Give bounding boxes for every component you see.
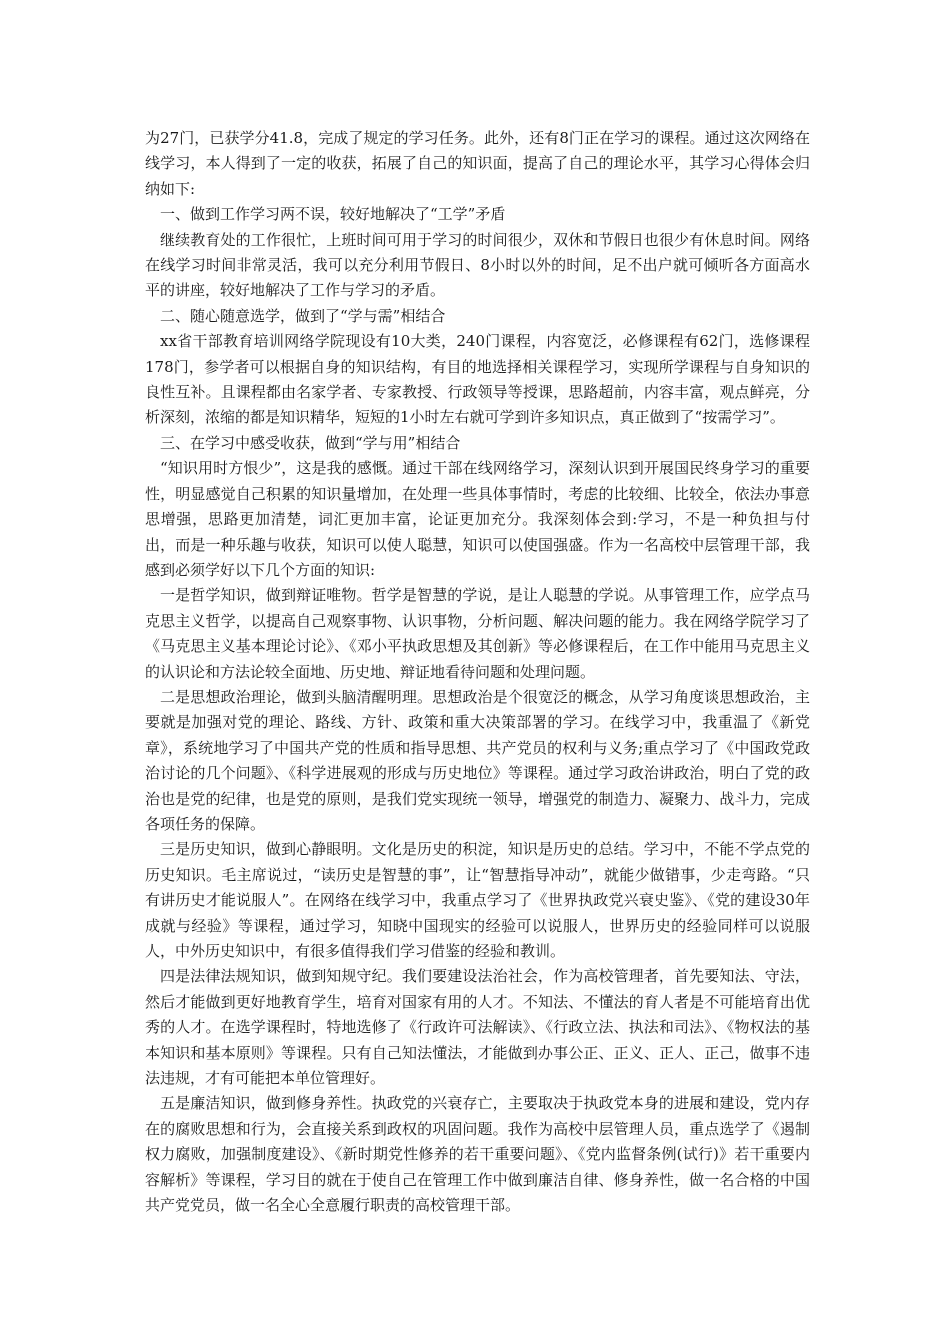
paragraph-work-study-balance: 继续教育处的工作很忙，上班时间可用于学习的时间很少，双休和节假日也很少有休息时间。网络在线学习时间非常灵活，我可以充分利用节假日、8小时以外的时间，足不出户就可倾听各方面高水平的讲座，较好地解决了工作与学习的矛盾。 [145, 230, 810, 300]
section-heading-2: 二、随心随意选学，做到了“学与需”相结合 [160, 306, 446, 325]
paragraph-learning-gains: “知识用时方恨少”，这是我的感慨。通过干部在线网络学习，深刻认识到开展国民终身学习的重要性，明显感觉自己积累的知识量增加，在处理一些具体事情时，考虑的比较细、比较全，依法办事意思增强，思路更加清楚，词汇更加丰富，论证更加充分。我深刻体会到:学习，不是一种负担与付出，而是一种乐趣与收获，知识可以使人聪慧，知识可以使国强盛。作为一名高校中层管理干部，我感到必须学好以下几个方面的知识: [145, 459, 810, 579]
paragraph-intro-continuation: 为27门，已获学分41.8，完成了规定的学习任务。此外，还有8门正在学习的课程。通过这次网络在线学习，本人得到了一定的收获，拓展了自己的知识面，提高了自己的理论水平，其学习心得体会归纳如下: [145, 129, 810, 198]
paragraph-philosophy: 一是哲学知识，做到辩证唯物。哲学是智慧的学说，是让人聪慧的学说。从事管理工作，应学点马克思主义哲学，以提高自己观察事物、认识事物，分析问题、解决问题的能力。我在网络学院学习了《马克思主义基本理论讨论》、《邓小平执政思想及其创新》等必修课程后，在工作中能用马克思主义的认识论和方法论较全面地、历史地、辩证地看待问题和处理问题。 [145, 586, 810, 681]
paragraph-history: 三是历史知识，做到心静眼明。文化是历史的积淀，知识是历史的总结。学习中，不能不学点党的历史知识。毛主席说过，“读历史是智慧的事”，让“智慧指导冲动”，就能少做错事，少走弯路。“只有讲历史才能说服人”。在网络在线学习中，我重点学习了《世界执政党兴衰史鉴》、《党的建设30年成就与经验》等课程，通过学习，知晓中国现实的经验可以说服人，世界历史的经验同样可以说服人，中外历史知识中，有很多值得我们学习借鉴的经验和教训。 [145, 840, 810, 960]
paragraph-integrity: 五是廉洁知识，做到修身养性。执政党的兴衰存亡，主要取决于执政党本身的进展和建设，党内存在的腐败思想和行为，会直接关系到政权的巩固问题。我作为高校中层管理人员，重点选学了《遏制权力腐败，加强制度建设》、《新时期党性修养的若干重要问题》、《党内监督条例(试行)》若干重要内容解析》等课程，学习目的就在于使自己在管理工作中做到廉洁自律、修身养性，做一名合格的中国共产党党员，做一名全心全意履行职责的高校管理干部。 [145, 1094, 810, 1215]
document-body [145, 126, 810, 1218]
section-heading-3: 三、在学习中感受收获，做到“学与用”相结合 [160, 433, 461, 452]
paragraph-course-selection: xx省干部教育培训网络学院现设有10大类，240门课程，内容宽泛，必修课程有62门，选修课程178门，参学者可以根据自身的知识结构，有目的地选择相关课程学习，实现所学课程与自身知识的良性互补。且课程都由名家学者、专家教授、行政领导等授课，思路超前，内容丰富，观点鲜亮，分析深刻，浓缩的都是知识精华，短短的1小时左右就可学到许多知识点，真正做到了“按需学习”。 [145, 332, 810, 427]
paragraph-political-theory: 二是思想政治理论，做到头脑清醒明理。思想政治是个很宽泛的概念，从学习角度谈思想政治，主要就是加强对党的理论、路线、方针、政策和重大决策部署的学习。在线学习中，我重温了《新党章》，系统地学习了中国共产党的性质和指导思想、共产党员的权利与义务;重点学习了《中国政党政治讨论的几个问题》、《科学进展观的形成与历史地位》等课程。通过学习政治讲政治，明白了党的政治也是党的纪律，也是党的原则，是我们党实现统一领导，增强党的制造力、凝聚力、战斗力，完成各项任务的保障。 [145, 687, 810, 833]
section-heading-1: 一、做到工作学习两不误，较好地解决了“工学”矛盾 [160, 205, 506, 224]
paragraph-law: 四是法律法规知识，做到知规守纪。我们要建设法治社会，作为高校管理者，首先要知法、守法，然后才能做到更好地教育学生，培育对国家有用的人才。不知法、不懂法的育人者是不可能培育出优秀的人才。在选学课程时，特地选修了《行政许可法解读》、《行政立法、执法和司法》、《物权法的基本知识和基本原则》等课程。只有自己知法懂法，才能做到办事公正、正义、正人、正己，做事不违法违规，才有可能把本单位管理好。 [145, 967, 810, 1088]
